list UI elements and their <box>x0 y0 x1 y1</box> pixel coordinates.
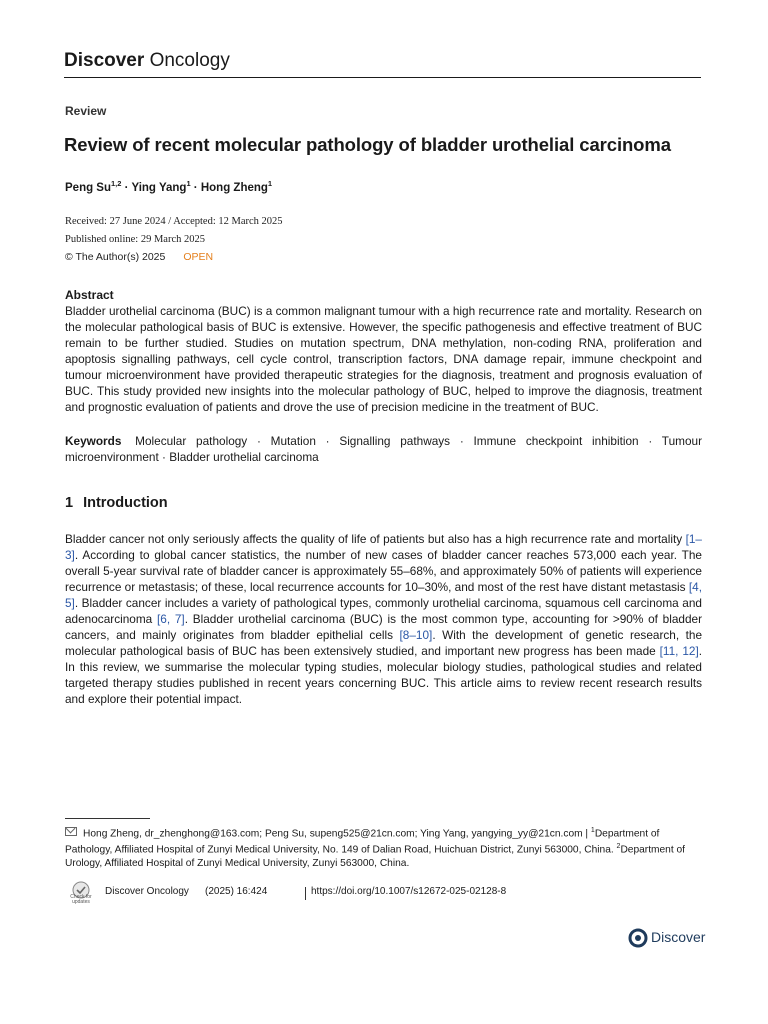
footer-volume: (2025) 16:424 <box>205 886 268 897</box>
author-name: Hong Zheng <box>200 181 268 194</box>
journal-name-rest: Oncology <box>149 50 230 71</box>
affiliation-1: Department of Pathology, Affiliated Hospital of Zunyi Medical University, No. 149 of Dalian Road, Huichuan District, Zunyi 563000, China. <box>65 828 660 856</box>
footer-journal: Discover Oncology <box>105 886 189 897</box>
section-title: Introduction <box>83 495 168 511</box>
author-affiliation-mark: 1 <box>186 179 191 188</box>
affiliation-1-mark: 1 <box>590 827 595 834</box>
author-name: Peng Su <box>65 181 112 194</box>
discover-logo-icon <box>628 928 648 948</box>
paragraph-text: . Bladder cancer includes a variety of pathological types, commonly urothelial carcinoma, squamous cell carcinoma and adenocarcinoma <box>65 596 702 626</box>
paragraph-text: . Bladder urothelial carcinoma (BUC) is the most common type, accounting for >90% of bladder cancers, and mainly originates from bladder epithelial cells <box>65 612 703 642</box>
paragraph-text: . According to global cancer statistics, the number of new cases of bladder cancer reaches 573,000 each year. The overall 5-year survival rate of bladder cancer is approximately 55–68%, and approximately 50% of patients will experience recurrence or metastasis; of these, local recurrence accounts for 10–30%, and most of the rest have distant metastasis <box>65 548 702 594</box>
abstract-heading: Abstract <box>65 288 114 302</box>
section-heading <box>65 495 168 511</box>
doi-link[interactable]: https://doi.org/10.1007/s12672-025-02128-8 <box>311 886 507 897</box>
article-type: Review <box>65 104 107 118</box>
citation-link[interactable]: [11, 12] <box>659 644 699 658</box>
check-for-updates-label: Check for updates <box>70 894 92 905</box>
discover-brand-name: Discover <box>651 929 706 945</box>
paragraph-text: . With the development of genetic research, the molecular pathological basis of BUC has been extensively studied, and important new progress has been made <box>65 628 703 658</box>
published-date: Published online: 29 March 2025 <box>65 234 205 245</box>
keywords-text: Molecular pathology · Mutation · Signalling pathways · Immune checkpoint inhibition · Tumour microenvironment · Bladder urothelial carcinoma <box>65 434 703 464</box>
keywords-block <box>65 433 702 465</box>
envelope-icon <box>65 827 77 836</box>
citation-link[interactable]: [4, 5] <box>65 580 702 610</box>
affiliation-2: Department of Urology, Affiliated Hospital of Zunyi Medical University, Zunyi 563000, China. <box>65 844 686 869</box>
abstract-text: Bladder urothelial carcinoma (BUC) is a common malignant tumour with a high recurrence rate and mortality. Research on the molecular pathological basis of BUC is extensive. However, the specific pathogenesis and effective treatment of BUC remain to be further studied. Studies on mutation spectrum, DNA methylation, non-coding RNA, proliferation and apoptosis signalling pathways, cell cycle control, transcription factors, DNA damage repair, immune checkpoint and tumour microenvironment have provided therapeutic strategies for the diagnosis, treatment and prognosis evaluation of BUC. This study provided new insights into the molecular pathology of BUC, helped to improve the diagnosis, treatment and prognostic evaluation of patients and drove the use of precision medicine in the treatment of BUC. <box>65 304 702 414</box>
article-title: Review of recent molecular pathology of bladder urothelial carcinoma <box>64 134 671 155</box>
paragraph-text: Bladder cancer not only seriously affects the quality of life of patients but also has a high recurrence rate and mortality <box>65 532 686 546</box>
citation-link[interactable]: [8–10] <box>399 628 433 642</box>
journal-name <box>64 50 230 72</box>
author-list <box>65 179 272 194</box>
author-separator: · <box>121 181 132 194</box>
section-number: 1 <box>65 495 74 511</box>
citation-link[interactable]: [6, 7] <box>156 612 185 626</box>
author-affiliation-mark: 1 <box>267 179 273 188</box>
journal-name-bold: Discover <box>64 50 145 71</box>
received-accepted-dates: Received: 27 June 2024 / Accepted: 12 March 2025 <box>65 216 283 227</box>
header-rule <box>64 77 701 78</box>
paragraph-text: . In this review, we summarise the molecular typing studies, molecular biology studies, pathological studies and related targeted therapy studies published in recent years concerning BUC. This article aims to review recent research results and explore their potential impact. <box>65 644 703 706</box>
author-name: Ying Yang <box>131 181 187 194</box>
open-access-badge: OPEN <box>183 251 214 263</box>
citation-link[interactable]: [1–3] <box>65 532 702 562</box>
author-affiliation-mark: 1,2 <box>111 179 122 188</box>
footer-divider <box>305 887 306 900</box>
copyright-text: © The Author(s) 2025 <box>65 251 166 263</box>
keywords-heading: Keywords <box>65 434 122 448</box>
contact-emails: Hong Zheng, dr_zhenghong@163.com; Peng Su, supeng525@21cn.com; Ying Yang, yangying_yy@21cn.com | <box>83 828 591 840</box>
author-separator: · <box>190 181 201 194</box>
affiliation-2-mark: 2 <box>616 843 621 851</box>
footnote-rule <box>65 818 150 819</box>
introduction-paragraph <box>65 531 702 707</box>
correspondence-footnote <box>65 824 702 870</box>
copyright-line <box>65 251 213 263</box>
